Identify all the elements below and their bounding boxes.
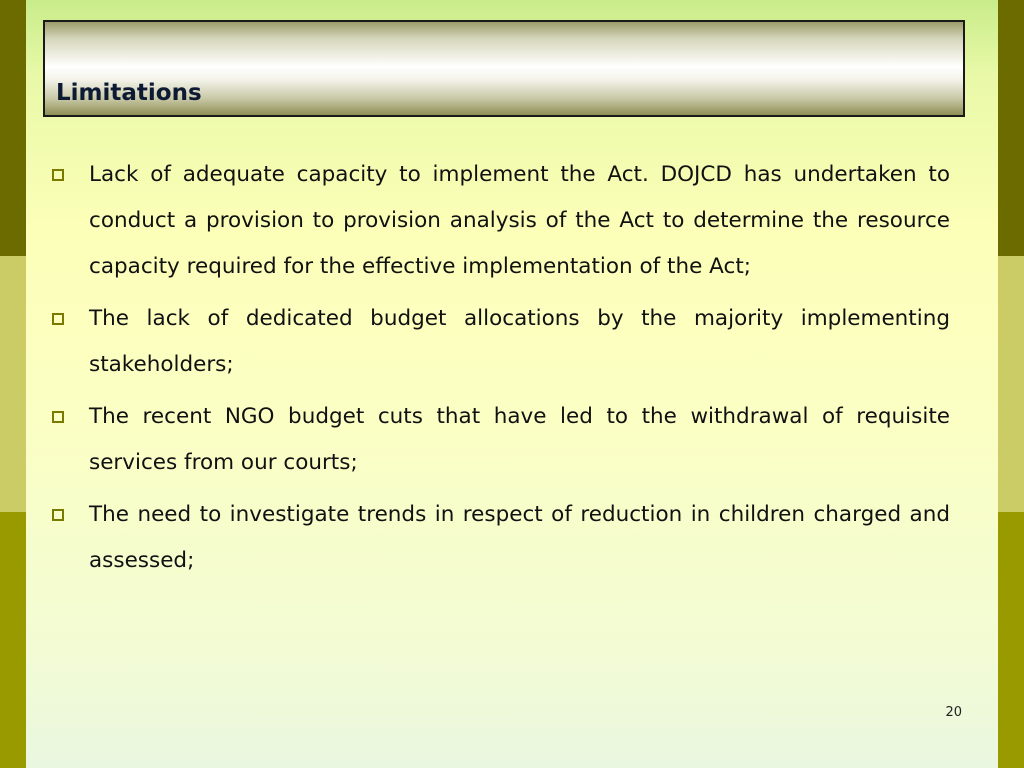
bullet-item — [50, 394, 950, 486]
right-decorative-strip — [998, 0, 1024, 768]
bullet-text: Lack of adequate capacity to implement the Act. DOJCD has undertaken to conduct a provision to provision analysis of the Act to determine the resource capacity required for the effective implementation of the Act; — [89, 162, 950, 279]
left-strip-segment-middle — [0, 256, 26, 512]
title-banner — [43, 20, 965, 117]
right-strip-segment-bottom — [998, 512, 1024, 768]
bullet-item — [50, 296, 950, 388]
left-strip-segment-top — [0, 0, 26, 256]
square-bullet-icon — [52, 411, 64, 423]
page-number: 20 — [945, 705, 962, 720]
bullet-text: The recent NGO budget cuts that have led to the withdrawal of requisite services from our courts; — [89, 404, 950, 475]
bullet-item — [50, 492, 950, 584]
left-strip-segment-bottom — [0, 512, 26, 768]
slide-title: Limitations — [56, 80, 202, 106]
bullet-text: The need to investigate trends in respect of reduction in children charged and assessed; — [89, 502, 950, 573]
bullet-list — [50, 152, 950, 590]
square-bullet-icon — [52, 509, 64, 521]
square-bullet-icon — [52, 169, 64, 181]
bullet-text: The lack of dedicated budget allocations by the majority implementing stakeholders; — [89, 306, 950, 377]
right-strip-segment-middle — [998, 256, 1024, 512]
square-bullet-icon — [52, 313, 64, 325]
right-strip-segment-top — [998, 0, 1024, 256]
left-decorative-strip — [0, 0, 26, 768]
bullet-item — [50, 152, 950, 290]
